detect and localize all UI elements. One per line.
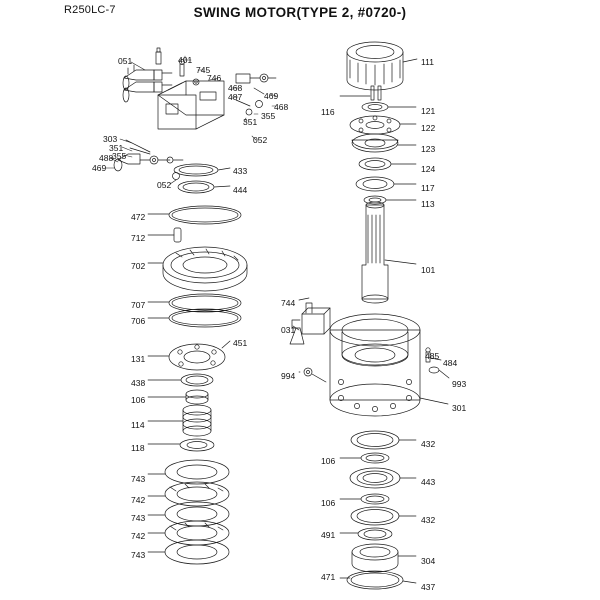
part-callout-437: 437 [421, 582, 436, 592]
part-callout-743: 743 [131, 474, 146, 484]
page-title: SWING MOTOR(TYPE 2, #0720-) [193, 5, 407, 20]
part-callout-707: 707 [131, 300, 146, 310]
part-callout-443: 443 [421, 477, 436, 487]
part-callout-451: 451 [233, 338, 248, 348]
part-callout-746: 746 [207, 73, 222, 83]
part-callout-702: 702 [131, 261, 146, 271]
part-callout-131: 131 [131, 354, 146, 364]
part-callout-471: 471 [321, 572, 336, 582]
part-callout-052: 052 [253, 135, 268, 145]
part-callout-401: 401 [178, 55, 193, 65]
part-callout-122: 122 [421, 123, 436, 133]
part-callout-706: 706 [131, 316, 146, 326]
part-callout-052: 052 [157, 180, 172, 190]
part-callout-117: 117 [421, 183, 435, 193]
part-callout-712: 712 [131, 233, 146, 243]
part-callout-485: 485 [425, 351, 440, 361]
part-callout-488: 488 [99, 153, 114, 163]
part-callout-106: 106 [321, 498, 336, 508]
part-callout-745: 745 [196, 65, 211, 75]
part-callout-355: 355 [112, 151, 127, 161]
part-callout-301: 301 [452, 403, 467, 413]
part-callout-491: 491 [321, 530, 336, 540]
part-callout-121: 121 [421, 106, 436, 116]
part-callout-051: 051 [118, 56, 133, 66]
part-callout-351: 351 [109, 143, 124, 153]
part-callout-106: 106 [131, 395, 146, 405]
lower-seal-stack-group [340, 431, 416, 589]
part-callout-118: 118 [131, 443, 145, 453]
part-callout-114: 114 [131, 420, 145, 430]
part-callout-487: 487 [228, 92, 243, 102]
part-callout-113: 113 [421, 199, 435, 209]
part-callout-351: 351 [243, 117, 258, 127]
part-callout-303: 303 [103, 134, 118, 144]
part-callout-433: 433 [233, 166, 248, 176]
part-callout-472: 472 [131, 212, 146, 222]
part-callout-444: 444 [233, 185, 248, 195]
part-callout-743: 743 [131, 550, 146, 560]
motor-shaft-group [340, 42, 417, 303]
part-callout-432: 432 [421, 439, 436, 449]
part-callout-111: 111 [421, 57, 434, 67]
part-callout-469: 469 [264, 91, 279, 101]
model-code: R250LC-7 [64, 4, 116, 16]
part-callout-355: 355 [261, 111, 276, 121]
part-callout-484: 484 [443, 358, 458, 368]
part-callout-469: 469 [92, 163, 107, 173]
part-callout-993: 993 [452, 379, 467, 389]
part-callout-468: 468 [274, 102, 289, 112]
part-callout-742: 742 [131, 495, 146, 505]
part-callout-744: 744 [281, 298, 296, 308]
part-callout-438: 438 [131, 378, 146, 388]
part-callout-304: 304 [421, 556, 436, 566]
part-callout-742: 742 [131, 531, 146, 541]
part-callout-116: 116 [321, 107, 335, 117]
part-callout-432: 432 [421, 515, 436, 525]
part-callout-468: 468 [228, 83, 243, 93]
part-callout-031: 031 [281, 325, 296, 335]
part-callout-123: 123 [421, 144, 436, 154]
part-callout-106: 106 [321, 456, 336, 466]
part-callout-743: 743 [131, 513, 146, 523]
part-callout-994: 994 [281, 371, 296, 381]
part-callout-101: 101 [421, 265, 436, 275]
part-callout-124: 124 [421, 164, 436, 174]
left-stack-group [148, 206, 247, 564]
